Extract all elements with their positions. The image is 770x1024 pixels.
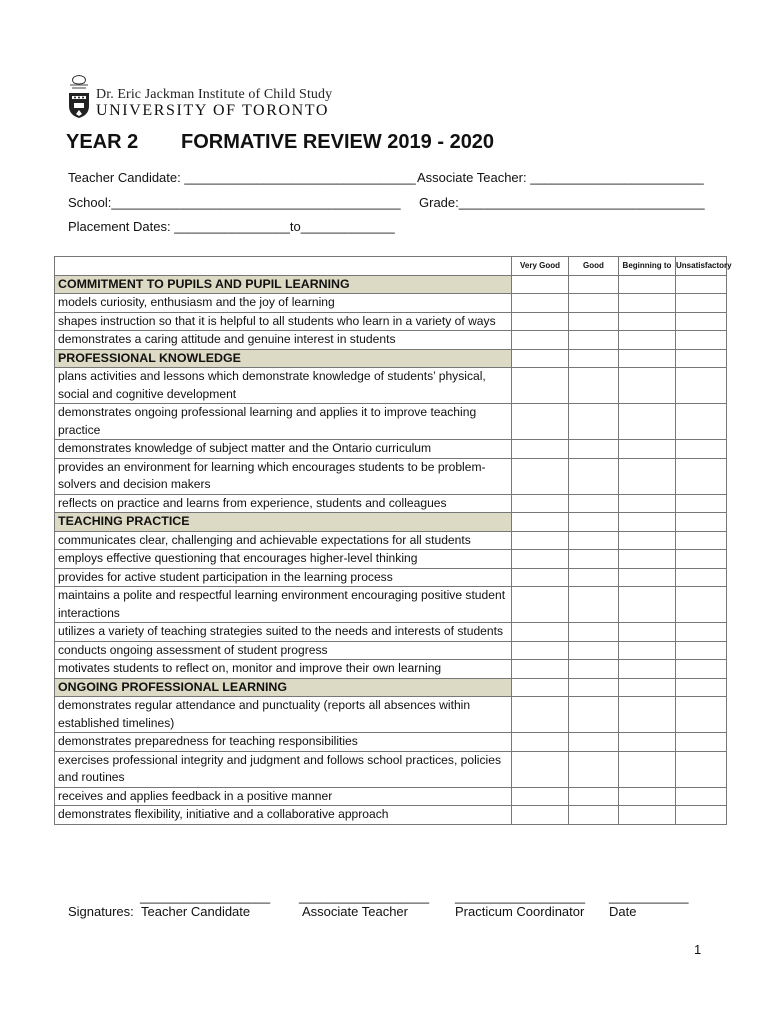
rating-checkbox-cell[interactable] [512, 404, 569, 440]
rating-checkbox-cell[interactable] [676, 623, 727, 642]
rating-checkbox-cell[interactable] [569, 568, 619, 587]
rating-checkbox-cell[interactable] [619, 623, 676, 642]
criterion-text: motivates students to reflect on, monitor and improve their own learning [55, 660, 512, 679]
rating-checkbox-cell[interactable] [676, 440, 727, 459]
rating-checkbox-cell[interactable] [676, 751, 727, 787]
rating-checkbox-cell[interactable] [569, 368, 619, 404]
form-title: FORMATIVE REVIEW 2019 - 2020 [181, 131, 495, 153]
column-good: Good [569, 257, 619, 276]
criterion-text: models curiosity, enthusiasm and the joy of learning [55, 294, 512, 313]
header-row [55, 257, 727, 276]
rating-checkbox-cell[interactable] [619, 312, 676, 331]
rating-checkbox-cell[interactable] [619, 294, 676, 313]
criterion-row [55, 641, 727, 660]
rating-checkbox-cell[interactable] [619, 787, 676, 806]
page-number: 1 [694, 942, 702, 957]
practicum-coordinator-signature-label: Practicum Coordinator [455, 904, 585, 919]
column-unsatisfactory: Unsatisfactory [676, 257, 727, 276]
teacher-candidate-field[interactable]: Teacher Candidate: ________________________________ [68, 170, 416, 185]
criterion-row [55, 806, 727, 825]
institute-name: Dr. Eric Jackman Institute of Child Study [96, 87, 333, 102]
rating-checkbox-cell[interactable] [569, 550, 619, 569]
criterion-row [55, 458, 727, 494]
rating-checkbox-cell[interactable] [569, 787, 619, 806]
section-title: COMMITMENT TO PUPILS AND PUPIL LEARNING [55, 275, 512, 294]
criterion-text: demonstrates flexibility, initiative and a collaborative approach [55, 806, 512, 825]
rating-cell [676, 349, 727, 368]
rating-checkbox-cell[interactable] [569, 806, 619, 825]
rating-checkbox-cell[interactable] [512, 550, 569, 569]
rating-checkbox-cell[interactable] [619, 550, 676, 569]
rating-checkbox-cell[interactable] [676, 550, 727, 569]
section-title: TEACHING PRACTICE [55, 513, 512, 532]
rating-cell [619, 513, 676, 532]
rating-checkbox-cell[interactable] [619, 751, 676, 787]
criterion-row [55, 331, 727, 350]
school-field[interactable]: School:________________________________________ [68, 195, 401, 210]
rating-checkbox-cell[interactable] [512, 312, 569, 331]
rating-checkbox-cell[interactable] [676, 312, 727, 331]
criterion-text: demonstrates knowledge of subject matter and the Ontario curriculum [55, 440, 512, 459]
rating-checkbox-cell[interactable] [569, 751, 619, 787]
criterion-text: communicates clear, challenging and achievable expectations for all students [55, 531, 512, 550]
rating-checkbox-cell[interactable] [676, 697, 727, 733]
rating-checkbox-cell[interactable] [676, 787, 727, 806]
criterion-text: demonstrates a caring attitude and genuine interest in students [55, 331, 512, 350]
evaluation-table [54, 256, 732, 825]
signatures-label: Signatures: [68, 904, 134, 919]
criterion-row [55, 568, 727, 587]
rating-cell [619, 275, 676, 294]
rating-checkbox-cell[interactable] [569, 404, 619, 440]
rating-checkbox-cell[interactable] [619, 660, 676, 679]
rating-checkbox-cell[interactable] [676, 458, 727, 494]
rating-checkbox-cell[interactable] [569, 587, 619, 623]
rating-checkbox-cell[interactable] [676, 331, 727, 350]
criterion-text: conducts ongoing assessment of student progress [55, 641, 512, 660]
criterion-text: demonstrates preparedness for teaching responsibilities [55, 733, 512, 752]
criterion-row [55, 404, 727, 440]
criterion-text: employs effective questioning that encourages higher-level thinking [55, 550, 512, 569]
section-header-row [55, 513, 727, 532]
teacher-candidate-signature-label: Teacher Candidate [141, 904, 251, 919]
rating-checkbox-cell[interactable] [619, 440, 676, 459]
criterion-text: demonstrates ongoing professional learning and applies it to improve teaching practice [55, 404, 512, 440]
rating-checkbox-cell[interactable] [676, 368, 727, 404]
rating-checkbox-cell[interactable] [676, 494, 727, 513]
section-title: ONGOING PROFESSIONAL LEARNING [55, 678, 512, 697]
criterion-row [55, 660, 727, 679]
criterion-text: reflects on practice and learns from experience, students and colleagues [55, 494, 512, 513]
rating-checkbox-cell[interactable] [676, 660, 727, 679]
criterion-row [55, 587, 727, 623]
criterion-text: exercises professional integrity and judgment and follows school practices, policies and routines [55, 751, 512, 787]
criterion-row [55, 550, 727, 569]
rating-checkbox-cell[interactable] [512, 368, 569, 404]
rating-checkbox-cell[interactable] [676, 531, 727, 550]
rating-checkbox-cell[interactable] [569, 294, 619, 313]
criterion-row [55, 697, 727, 733]
criterion-row [55, 494, 727, 513]
criterion-row [55, 787, 727, 806]
signature-line-date[interactable]: ___________ [609, 889, 689, 904]
rating-checkbox-cell[interactable] [512, 641, 569, 660]
rating-checkbox-cell[interactable] [512, 751, 569, 787]
criterion-row [55, 531, 727, 550]
criterion-text: provides for active student participation in the learning process [55, 568, 512, 587]
grade-field[interactable]: Grade:__________________________________ [419, 195, 705, 210]
signature-line-teacher[interactable]: __________________ [140, 889, 271, 904]
criterion-row [55, 312, 727, 331]
rating-checkbox-cell[interactable] [512, 587, 569, 623]
associate-teacher-field[interactable]: Associate Teacher: ________________________ [417, 170, 704, 185]
rating-checkbox-cell[interactable] [676, 641, 727, 660]
criterion-text: maintains a polite and respectful learning environment encouraging positive student interactions [55, 587, 512, 623]
rating-checkbox-cell[interactable] [676, 806, 727, 825]
rating-checkbox-cell[interactable] [619, 806, 676, 825]
criterion-row [55, 294, 727, 313]
criterion-text: utilizes a variety of teaching strategies suited to the needs and interests of students [55, 623, 512, 642]
rating-checkbox-cell[interactable] [569, 697, 619, 733]
rating-checkbox-cell[interactable] [676, 294, 727, 313]
rating-checkbox-cell[interactable] [512, 494, 569, 513]
rating-cell [569, 349, 619, 368]
column-very-good: Very Good [512, 257, 569, 276]
rating-checkbox-cell[interactable] [569, 623, 619, 642]
crest-icon [66, 75, 92, 119]
rating-checkbox-cell[interactable] [619, 587, 676, 623]
rating-checkbox-cell[interactable] [512, 623, 569, 642]
criterion-row [55, 733, 727, 752]
section-header-row [55, 349, 727, 368]
rating-checkbox-cell[interactable] [512, 787, 569, 806]
rating-cell [569, 513, 619, 532]
rating-checkbox-cell[interactable] [676, 404, 727, 440]
rating-cell [512, 349, 569, 368]
rating-checkbox-cell[interactable] [619, 568, 676, 587]
rating-cell [512, 513, 569, 532]
signature-line-associate[interactable]: __________________ [299, 889, 430, 904]
rating-cell [569, 678, 619, 697]
rating-checkbox-cell[interactable] [512, 531, 569, 550]
rating-checkbox-cell[interactable] [512, 440, 569, 459]
rating-cell [676, 275, 727, 294]
criterion-text: demonstrates regular attendance and punctuality (reports all absences within established timelines) [55, 697, 512, 733]
rating-checkbox-cell[interactable] [619, 531, 676, 550]
rating-checkbox-cell[interactable] [569, 331, 619, 350]
rating-checkbox-cell[interactable] [569, 733, 619, 752]
rating-checkbox-cell[interactable] [676, 733, 727, 752]
criterion-text: receives and applies feedback in a positive manner [55, 787, 512, 806]
rating-checkbox-cell[interactable] [676, 587, 727, 623]
rating-checkbox-cell[interactable] [619, 331, 676, 350]
rating-checkbox-cell[interactable] [512, 331, 569, 350]
rating-checkbox-cell[interactable] [619, 494, 676, 513]
criteria-header [55, 257, 512, 276]
university-logo [66, 75, 336, 120]
rating-checkbox-cell[interactable] [569, 531, 619, 550]
rating-cell [512, 678, 569, 697]
rating-cell [619, 678, 676, 697]
section-title: PROFESSIONAL KNOWLEDGE [55, 349, 512, 368]
signature-line-coordinator[interactable]: __________________ [455, 889, 586, 904]
placement-dates-field[interactable]: Placement Dates: ________________to_____________ [68, 219, 395, 234]
section-header-row [55, 275, 727, 294]
rating-checkbox-cell[interactable] [569, 641, 619, 660]
year-label: YEAR 2 [66, 131, 139, 153]
rating-cell [619, 349, 676, 368]
rating-checkbox-cell[interactable] [619, 368, 676, 404]
university-name: UNIVERSITY OF TORONTO [96, 102, 330, 119]
rating-checkbox-cell[interactable] [512, 294, 569, 313]
rating-checkbox-cell[interactable] [512, 568, 569, 587]
rating-cell [512, 275, 569, 294]
rating-checkbox-cell[interactable] [569, 660, 619, 679]
rating-checkbox-cell[interactable] [569, 440, 619, 459]
criterion-text: provides an environment for learning which encourages students to be problem-solvers and decision makers [55, 458, 512, 494]
criterion-text: shapes instruction so that it is helpful to all students who learn in a variety of ways [55, 312, 512, 331]
criterion-row [55, 751, 727, 787]
rating-checkbox-cell[interactable] [569, 494, 619, 513]
criterion-row [55, 623, 727, 642]
criterion-row [55, 368, 727, 404]
rating-checkbox-cell[interactable] [512, 806, 569, 825]
criterion-text: plans activities and lessons which demonstrate knowledge of students’ physical, social and cognitive development [55, 368, 512, 404]
rating-checkbox-cell[interactable] [619, 641, 676, 660]
rating-checkbox-cell[interactable] [619, 697, 676, 733]
section-header-row [55, 678, 727, 697]
rating-checkbox-cell[interactable] [619, 458, 676, 494]
criterion-row [55, 440, 727, 459]
rating-cell [676, 678, 727, 697]
rating-checkbox-cell[interactable] [619, 733, 676, 752]
rating-checkbox-cell[interactable] [569, 312, 619, 331]
rating-checkbox-cell[interactable] [569, 458, 619, 494]
associate-teacher-signature-label: Associate Teacher [302, 904, 408, 919]
rating-checkbox-cell[interactable] [512, 697, 569, 733]
rating-checkbox-cell[interactable] [619, 404, 676, 440]
rating-checkbox-cell[interactable] [512, 458, 569, 494]
rating-cell [569, 275, 619, 294]
rating-cell [676, 513, 727, 532]
rating-checkbox-cell[interactable] [676, 568, 727, 587]
rating-checkbox-cell[interactable] [512, 660, 569, 679]
rating-checkbox-cell[interactable] [512, 733, 569, 752]
column-beginning-to: Beginning to [619, 257, 676, 276]
date-signature-label: Date [609, 904, 637, 919]
